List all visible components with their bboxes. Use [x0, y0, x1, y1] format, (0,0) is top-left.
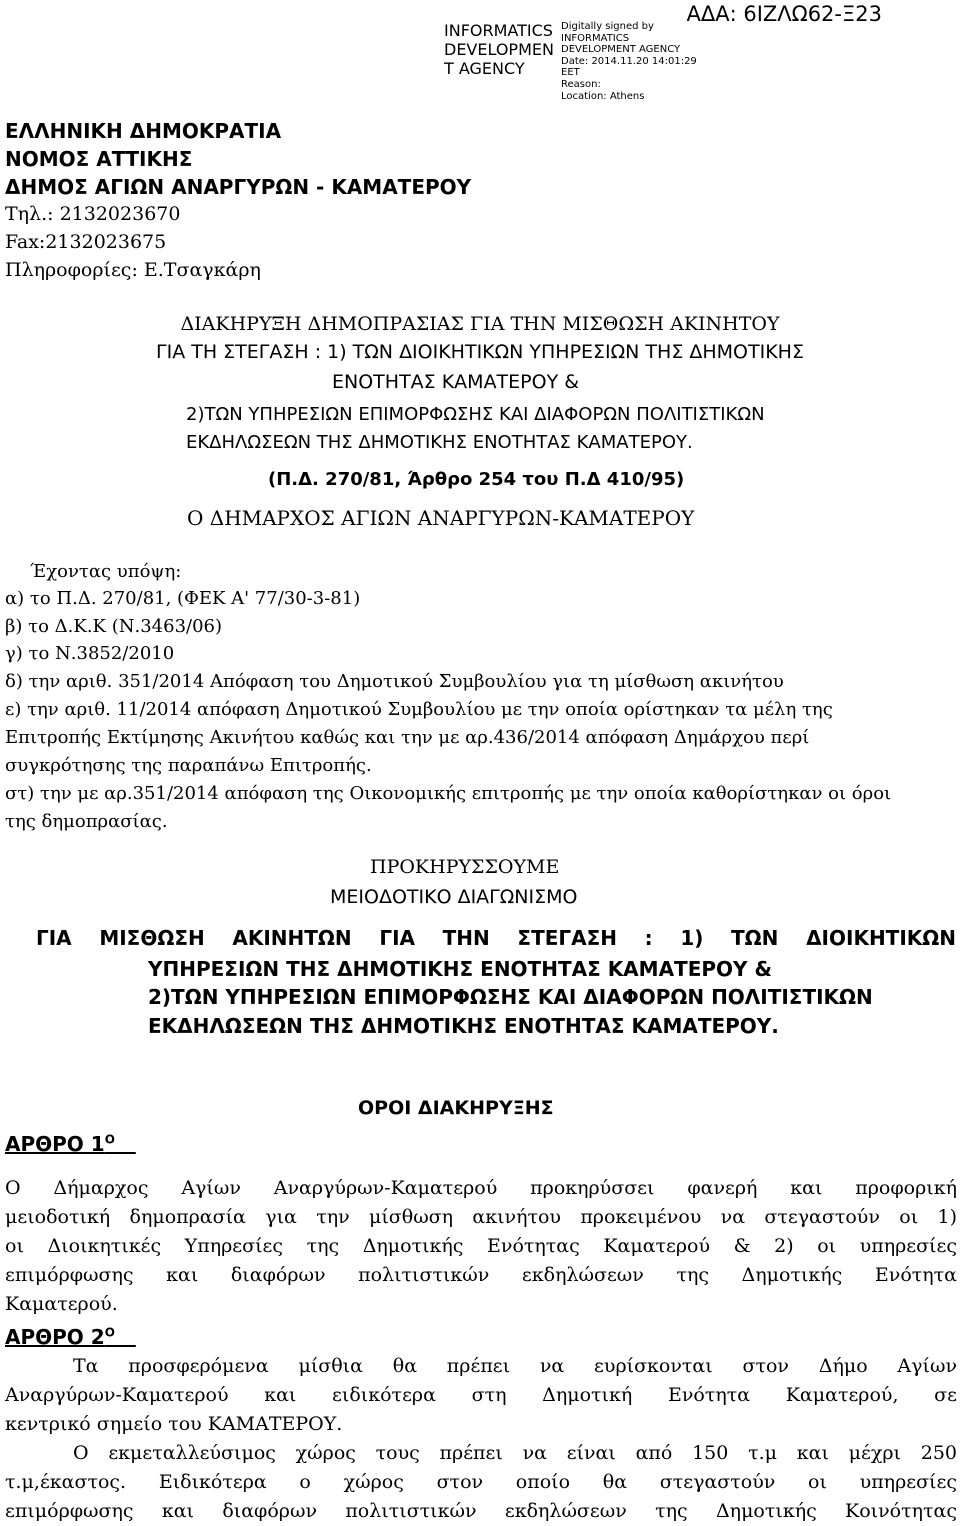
subject-line: ΓΙΑ ΜΙΣΘΩΣΗ ΑΚΙΝΗΤΩΝ ΓΙΑ ΤΗΝ ΣΤΕΓΑΣΗ : 1) ΤΩΝ ΔΙΟΙΚΗΤΙΚΩΝ: [36, 926, 956, 950]
article-1-line: Ο Δήμαρχος Αγίων Αναργύρων-Καματερού προκηρύσσει φανερή και προφορική: [5, 1177, 957, 1199]
article-2-heading-text: ΑΡΘΡΟ 2: [5, 1325, 105, 1349]
article-2-line: Αναργύρων-Καματερού και ειδικότερα στη Δημοτική Ενότητα Καματερού, σε: [5, 1384, 957, 1406]
subject-line: ΥΠΗΡΕΣΙΩΝ ΤΗΣ ΔΗΜΟΤΙΚΗΣ ΕΝΟΤΗΤΑΣ ΚΑΜΑΤΕΡΟΥ &: [148, 957, 772, 981]
article-2-line: Ο εκμεταλλεύσιμος χώρος τους πρέπει να είναι από 150 τ.μ και μέχρι 250: [73, 1442, 957, 1464]
signature-detail-line: INFORMATICS: [561, 32, 630, 44]
subject-line: ΕΚΔΗΛΩΣΕΩΝ ΤΗΣ ΔΗΜΟΤΙΚΗΣ ΕΝΟΤΗΤΑΣ ΚΑΜΑΤΕΡΟΥ.: [148, 1014, 779, 1038]
article-1-heading-text: ΑΡΘΡΟ 1: [5, 1132, 105, 1156]
mayor-heading: Ο ΔΗΜΑΡΧΟΣ ΑΓΙΩΝ ΑΝΑΡΓΥΡΩΝ-ΚΑΜΑΤΕΡΟΥ: [187, 506, 695, 530]
header-fax: Fax:2132023675: [5, 231, 167, 253]
signer-line: T AGENCY: [444, 59, 525, 78]
signature-detail-line: Digitally signed by: [561, 21, 654, 32]
considering-item-cont: συγκρότησης της παραπάνω Επιτροπής.: [5, 755, 372, 776]
digital-signature-signer: [444, 21, 554, 78]
proclaim-subheading: ΜΕΙΟΔΟΤΙΚΟ ΔΙΑΓΩΝΙΣΜΟ: [330, 886, 578, 908]
article-1-line: οι Διοικητικές Υπηρεσίες της Δημοτικής Ενότητας Καματερού & 2) οι υπηρεσίες: [5, 1235, 957, 1257]
considering-item: δ) την αριθ. 351/2014 Απόφαση του Δημοτικού Συμβουλίου για τη μίσθωση ακινήτου: [5, 671, 784, 692]
considering-item: β) το Δ.Κ.Κ (Ν.3463/06): [5, 616, 223, 637]
article-1-line: επιμόρφωσης και διαφόρων πολιτιστικών εκδηλώσεων της Δημοτικής Ενότητα: [5, 1264, 957, 1286]
title-line: ΕΚΔΗΛΩΣΕΩΝ ΤΗΣ ΔΗΜΟΤΙΚΗΣ ΕΝΟΤΗΤΑΣ ΚΑΜΑΤΕΡΟΥ.: [186, 432, 693, 453]
signature-detail-line: EET: [561, 67, 580, 79]
digital-signature-details: [561, 21, 697, 102]
considering-item: στ) την με αρ.351/2014 απόφαση της Οικονομικής επιτροπής με την οποία καθορίστηκαν οι όροι: [5, 783, 892, 804]
ada-code: ΑΔΑ: 6ΙΖΛΩ62-Ξ23: [686, 2, 882, 26]
considering-item: ε) την αριθ. 11/2014 απόφαση Δημοτικού Συμβουλίου με την οποία ορίστηκαν τα μέλη της: [5, 699, 833, 720]
considering-item: α) το Π.Δ. 270/81, (ΦΕΚ Α' 77/30-3-81): [5, 588, 361, 609]
signature-detail-line: Date: 2014.11.20 14:01:29: [561, 55, 697, 67]
title-line: ΓΙΑ ΤΗ ΣΤΕΓΑΣΗ : 1) ΤΩΝ ΔΙΟΙΚΗΤΙΚΩΝ ΥΠΗΡΕΣΙΩΝ ΤΗΣ ΔΗΜΟΤΙΚΗΣ: [156, 341, 804, 363]
article-2-text: [5, 1352, 957, 1526]
article-2-heading-sup: Ο: [104, 1325, 115, 1340]
signature-detail-line: Reason:: [561, 78, 601, 90]
signer-line: INFORMATICS: [444, 21, 553, 40]
signature-detail-line: DEVELOPMENT AGENCY: [561, 44, 681, 56]
signer-line: DEVELOPMEN: [444, 40, 554, 59]
article-1-text: [5, 1174, 957, 1319]
considering-intro: Έχοντας υπόψη:: [30, 561, 182, 582]
article-2-line: κεντρικό σημείο του ΚΑΜΑΤΕΡΟΥ.: [5, 1413, 343, 1435]
considering-item: γ) το Ν.3852/2010: [5, 643, 175, 664]
header-phone: Τηλ.: 2132023670: [5, 203, 181, 225]
header-contact: Πληροφορίες: Ε.Τσαγκάρη: [5, 259, 261, 281]
title-line: ΕΝΟΤΗΤΑΣ ΚΑΜΑΤΕΡΟΥ &: [332, 371, 580, 393]
considering-item-cont: της δημοπρασίας.: [5, 811, 168, 832]
title-line: ΔΙΑΚΗΡΥΞΗ ΔΗΜΟΠΡΑΣΙΑΣ ΓΙΑ ΤΗΝ ΜΙΣΘΩΣΗ ΑΚΙΝΗΤΟΥ: [180, 313, 780, 335]
title-line: 2)ΤΩΝ ΥΠΗΡΕΣΙΩΝ ΕΠΙΜΟΡΦΩΣΗΣ ΚΑΙ ΔΙΑΦΟΡΩΝ ΠΟΛΙΤΙΣΤΙΚΩΝ: [186, 404, 765, 425]
article-2-line: τ.μ,έκαστος. Ειδικότερα ο χώρος στον οποίο θα στεγαστούν οι υπηρεσίες: [5, 1471, 957, 1493]
subject-line: 2)ΤΩΝ ΥΠΗΡΕΣΙΩΝ ΕΠΙΜΟΡΦΩΣΗΣ ΚΑΙ ΔΙΑΦΟΡΩΝ ΠΟΛΙΤΙΣΤΙΚΩΝ: [148, 985, 873, 1009]
proclaim-heading: ΠΡΟΚΗΡΥΣΣΟΥΜΕ: [370, 856, 560, 878]
article-2-line: Τα προσφερόμενα μίσθια θα πρέπει να ευρίσκονται στον Δήμο Αγίων: [73, 1355, 957, 1377]
article-1-heading-sup: Ο: [104, 1132, 115, 1147]
article-1-heading: [5, 1132, 136, 1156]
signature-detail-line: Location: Athens: [561, 90, 645, 102]
article-2-heading: [5, 1325, 136, 1349]
header-municipality: ΔΗΜΟΣ ΑΓΙΩΝ ΑΝΑΡΓΥΡΩΝ - ΚΑΜΑΤΕΡΟΥ: [5, 175, 472, 199]
terms-heading: ΟΡΟΙ ΔΙΑΚΗΡΥΞΗΣ: [358, 1097, 554, 1119]
title-legal-basis: (Π.Δ. 270/81, Άρθρο 254 του Π.Δ 410/95): [268, 469, 685, 490]
header-prefecture: ΝΟΜΟΣ ΑΤΤΙΚΗΣ: [5, 147, 193, 171]
article-1-line: μειοδοτική δημοπρασία για την μίσθωση ακινήτου προκειμένου να στεγαστούν οι 1): [5, 1206, 957, 1228]
article-2-line: επιμόρφωσης και διαφόρων πολιτιστικών εκδηλώσεων της Δημοτικής Κοινότητας: [5, 1500, 957, 1522]
considering-item-cont: Επιτροπής Εκτίμησης Ακινήτου καθώς και την με αρ.436/2014 απόφαση Δημάρχου περί: [5, 727, 810, 748]
article-1-line: Καματερού.: [5, 1293, 118, 1315]
header-country: ΕΛΛΗΝΙΚΗ ΔΗΜΟΚΡΑΤΙΑ: [5, 119, 282, 143]
